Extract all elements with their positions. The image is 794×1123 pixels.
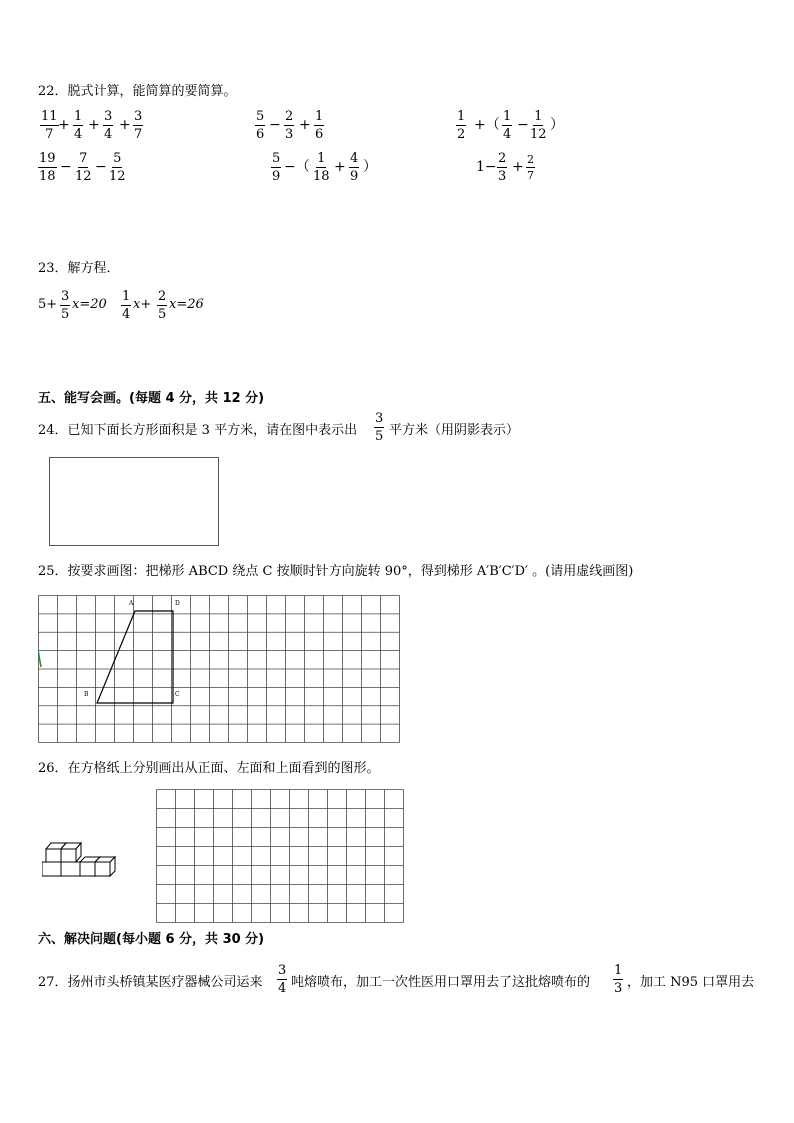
fraction: $\frac{5}{12}$ — [109, 151, 126, 184]
plus-sign: + — [58, 117, 70, 133]
fraction: $\frac{1}{4}$ — [74, 109, 83, 142]
fraction: $\frac{3}{7}$ — [134, 109, 143, 142]
q25-text: 25．按要求画图：把梯形 ABCD 绕点 C 按顺时针方向旋转 90°，得到梯形 A′B′C′D′ 。(请用虚线画图) — [38, 564, 634, 579]
q27-text-b: 吨熔喷布，加工一次性医用口罩用去了这批熔喷布的 — [291, 975, 591, 990]
fraction: $\frac{1}{12}$ — [530, 109, 547, 142]
paren: ） — [363, 159, 377, 175]
q22-title: 22．脱式计算，能简算的要简算。 — [38, 84, 237, 99]
trapezoid-grid — [38, 595, 400, 743]
fraction: $\frac{2}{5}$ — [158, 289, 167, 322]
fraction: $\frac{1}{4}$ — [122, 289, 131, 322]
vertex-label-c: C — [175, 691, 180, 698]
q26-text: 26．在方格纸上分别画出从正面、左面和上面看到的图形。 — [38, 761, 380, 776]
q24-text-b: 平方米（用阴影表示） — [389, 423, 520, 438]
fraction: $\frac{11}{7}$ — [41, 109, 58, 142]
section-5-title: 五、能写会画。(每题 4 分，共 12 分) — [38, 391, 265, 406]
rectangle-figure — [49, 457, 219, 546]
plus-sign: + — [512, 159, 524, 175]
q23-title: 23．解方程． — [38, 261, 120, 276]
equation-tail: x=20 — [72, 297, 107, 312]
fraction: $\frac{5}{9}$ — [272, 151, 281, 184]
equation-lead: 5+ — [38, 297, 58, 312]
trapezoid-abcd — [97, 611, 173, 703]
vertex-label-a: A — [129, 600, 134, 607]
fraction: $\frac{1}{2}$ — [457, 109, 466, 142]
fraction: $\frac{3}{5}$ — [375, 411, 384, 444]
minus-sign: − — [517, 117, 529, 133]
fraction: $\frac{7}{12}$ — [75, 151, 92, 184]
plus-sign: + — [334, 159, 346, 175]
vertex-label-b: B — [84, 691, 89, 698]
equation-mid: x+ — [133, 297, 152, 312]
plus-sign: +（ — [474, 117, 500, 133]
fraction: $\frac{3}{4}$ — [278, 963, 287, 996]
plus-sign: + — [88, 117, 100, 133]
fraction: $\frac{4}{9}$ — [350, 151, 359, 184]
section-6-title: 六、解决问题(每小题 6 分，共 30 分) — [38, 932, 265, 947]
fraction: $\frac{2}{7}$ — [527, 153, 534, 182]
q24-text-a: 24．已知下面长方形面积是 3 平方米，请在图中表示出 — [38, 423, 358, 438]
expression-lead: 1− — [476, 159, 497, 175]
fraction: $\frac{2}{3}$ — [285, 109, 294, 142]
fraction: $\frac{1}{4}$ — [503, 109, 512, 142]
q27-text-a: 27．扬州市头桥镇某医疗器械公司运来 — [38, 975, 263, 990]
q27-text-c: ，加工 N95 口罩用去 — [627, 975, 755, 990]
vertex-label-d: D — [175, 600, 180, 607]
plus-sign: + — [119, 117, 131, 133]
minus-sign: − — [95, 159, 107, 175]
cube-stack-figure — [42, 840, 118, 880]
fraction: $\frac{3}{5}$ — [61, 289, 70, 322]
fraction: $\frac{2}{3}$ — [498, 151, 507, 184]
equation-tail: x=26 — [169, 297, 204, 312]
fraction: $\frac{19}{18}$ — [39, 151, 56, 184]
fraction: $\frac{5}{6}$ — [256, 109, 265, 142]
fraction: $\frac{1}{18}$ — [313, 151, 330, 184]
fraction: $\frac{1}{6}$ — [315, 109, 324, 142]
minus-sign: − — [60, 159, 72, 175]
plus-sign: + — [299, 117, 311, 133]
paren: ） — [550, 117, 564, 133]
fraction: $\frac{3}{4}$ — [104, 109, 113, 142]
fraction: $\frac{1}{3}$ — [614, 963, 623, 996]
minus-sign: −（ — [284, 159, 310, 175]
drawing-grid — [156, 789, 404, 923]
minus-sign: − — [269, 117, 281, 133]
